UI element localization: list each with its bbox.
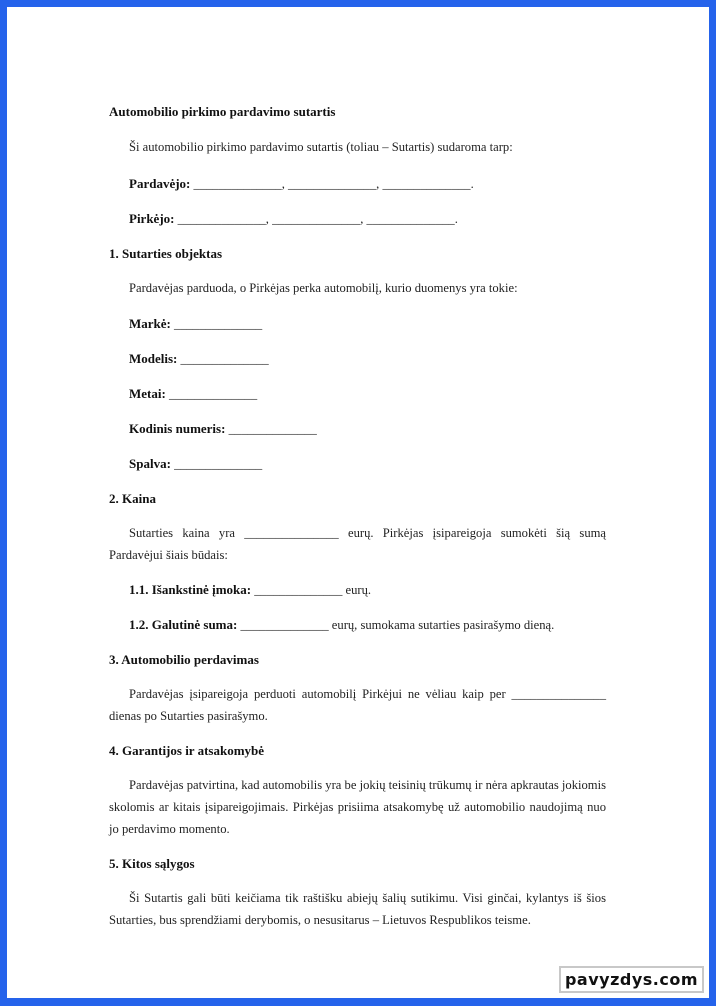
field-label: Modelis: [129,351,178,366]
field-label: Markė: [129,316,171,331]
field-label: Metai: [129,386,166,401]
field-galutine-suma [129,617,554,633]
section-heading: 3. Automobilio perdavimas [109,652,259,667]
section-heading: 5. Kitos sąlygos [109,856,195,871]
document-title: Automobilio pirkimo pardavimo sutartis [109,104,336,119]
party-seller-label: Pardavėjo: [129,176,191,191]
field-metai [129,386,257,402]
field-label: 1.2. Galutinė suma: [129,617,238,632]
field-isankstine-imoka [129,582,371,598]
field-marke [129,316,262,332]
party-buyer-value[interactable]: ______________, ______________, ______________. [177,212,458,226]
party-buyer [129,211,458,227]
watermark-badge: pavyzdys.com [559,966,704,993]
section-heading: 1. Sutarties objektas [109,246,223,261]
field-value[interactable]: ______________ [168,387,258,401]
section-heading: 2. Kaina [109,491,156,506]
field-value[interactable]: ______________ [228,422,317,436]
field-label: Kodinis numeris: [129,421,226,436]
section-text: Pardavėjas įsipareigoja perduoti automobilį Pirkėjui ne vėliau kaip per _______________ dienas po Sutarties pasirašymo. [109,687,606,723]
section-text: Pardavėjas parduoda, o Pirkėjas perka automobilį, kurio duomenys yra tokie: [129,281,518,295]
field-kodinis-numeris [129,421,317,437]
field-label: Spalva: [129,456,171,471]
field-value[interactable]: ______________ [174,457,263,471]
field-value[interactable]: ______________ [180,352,269,366]
field-value[interactable]: ______________ eurų. [254,583,372,597]
party-buyer-label: Pirkėjo: [129,211,175,226]
section-heading: 4. Garantijos ir atsakomybė [109,743,265,758]
field-label: 1.1. Išankstinė įmoka: [129,582,252,597]
party-seller-value[interactable]: ______________, ______________, ______________. [193,177,474,191]
field-modelis [129,351,269,367]
field-value[interactable]: ______________ eurų, sumokama sutarties pasirašymo dieną. [240,618,555,632]
section-text: Ši Sutartis gali būti keičiama tik raštišku abiejų šalių sutikimu. Visi ginčai, kylantys iš šios Sutarties, bus sprendžiami derybomis, o nesusitarus – Lietuvos Respublikos teisme. [109,891,606,927]
intro-paragraph: Ši automobilio pirkimo pardavimo sutartis (toliau – Sutartis) sudaroma tarp: [129,140,513,154]
section-text: Pardavėjas patvirtina, kad automobilis yra be jokių teisinių trūkumų ir nėra apkrautas jokiomis skolomis ar kitais įsipareigojimais. Pirkėjas prisiima atsakomybę už automobilio naudojimą nuo jo perdavimo momento. [109,778,606,836]
field-spalva [129,456,262,472]
party-seller [129,176,474,192]
field-value[interactable]: ______________ [174,317,263,331]
section-text: Sutarties kaina yra _______________ eurų. Pirkėjas įsipareigoja sumokėti šią sumą Pardavėjui šiais būdais: [109,526,606,562]
